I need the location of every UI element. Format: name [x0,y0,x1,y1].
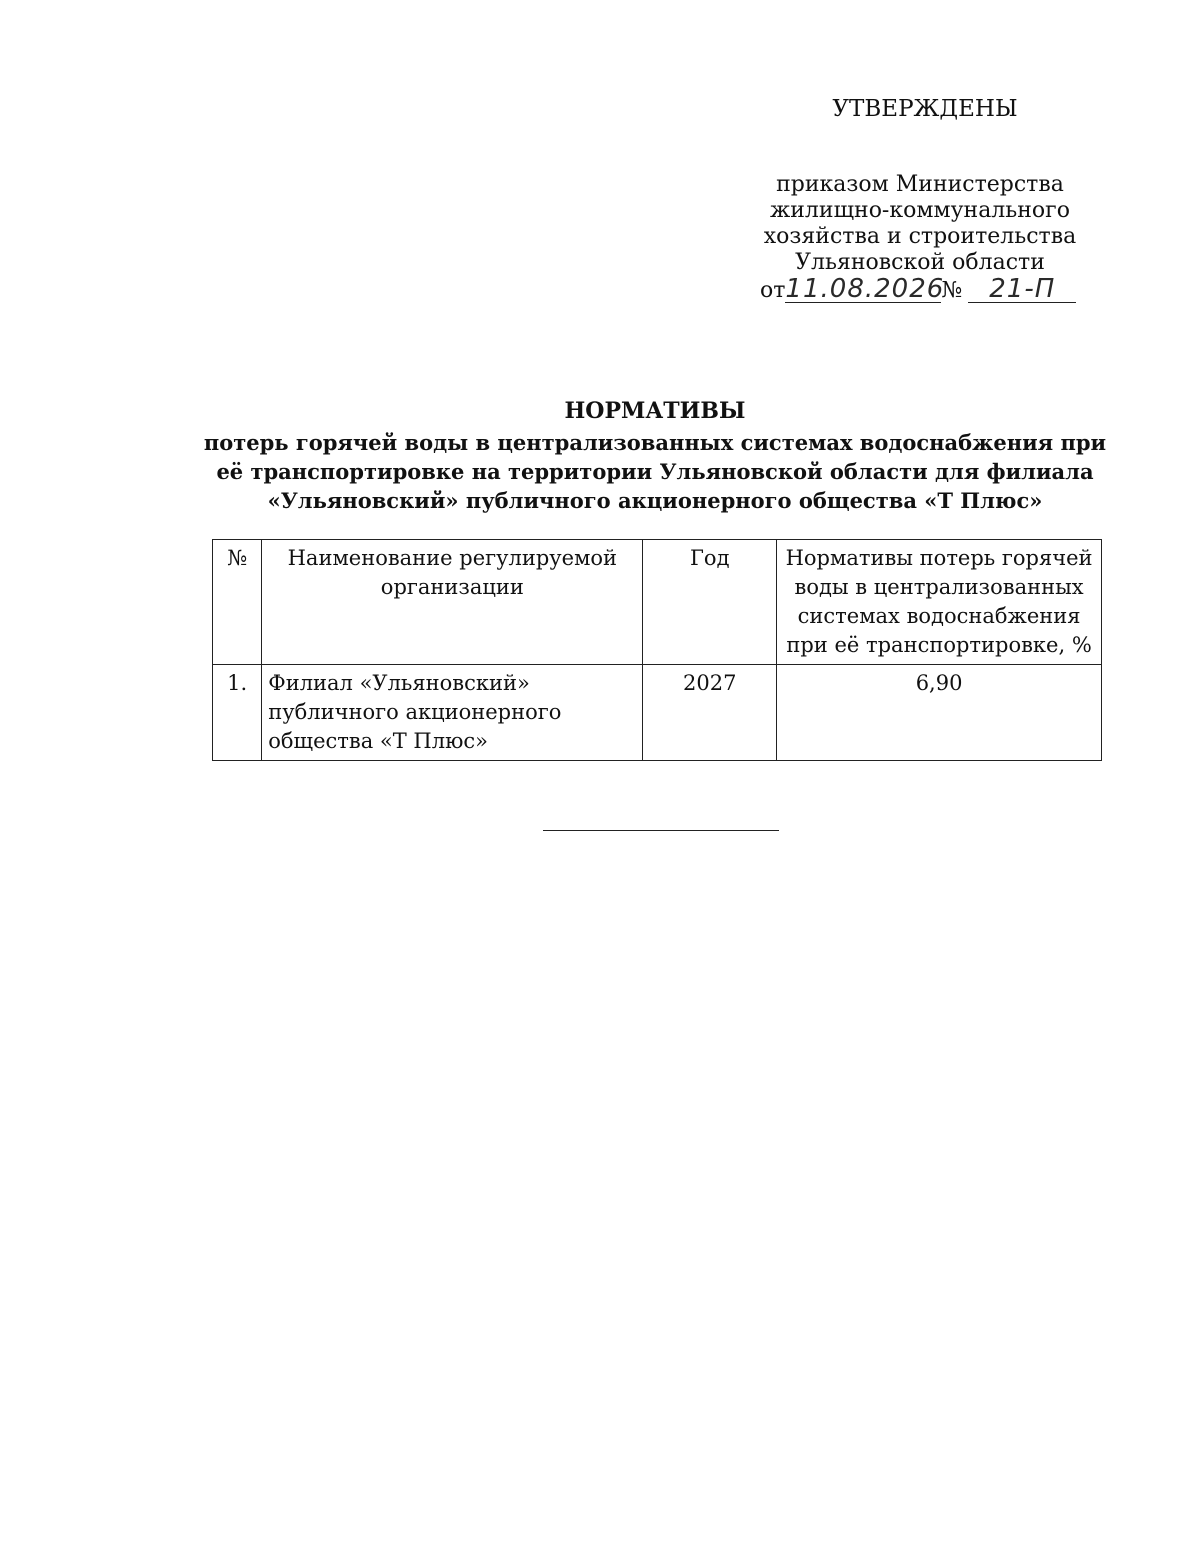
handwritten-number: 21-П [968,276,1076,303]
handwritten-date: 11.08.2026 [785,274,945,304]
subtitle-line-2: её транспортировке на территории Ульяновской области для филиала [216,459,1094,484]
table-row [213,665,1102,761]
table-header-row [213,540,1102,665]
norms-table [212,539,1102,761]
cell-num: 1. [213,665,262,761]
order-line-4: Ульяновской области [795,250,1045,275]
header-value: Нормативы потерь горячей воды в централизованных системах водоснабжения при её транспортировке, % [777,540,1102,665]
subtitle-line-3: «Ульяновский» публичного акционерного общества «Т Плюс» [267,488,1043,513]
approval-block [740,96,1100,276]
cell-year: 2027 [643,665,777,761]
date-prefix: от [760,278,786,303]
approved-title: УТВЕРЖДЕНЫ [832,96,1018,122]
cell-name: Филиал «Ульяновский» публичного акционерного общества «Т Плюс» [262,665,643,761]
end-divider [543,830,779,831]
order-line-2: жилищно-коммунального [770,198,1070,223]
header-name: Наименование регулируемой организации [262,540,643,665]
order-line-1: приказом Министерства [776,172,1064,197]
header-num: № [213,540,262,665]
document-title: НОРМАТИВЫ [564,398,746,424]
order-date-line [760,276,1076,303]
header-year: Год [643,540,777,665]
order-line-3: хозяйства и строительства [763,224,1077,249]
subtitle-line-1: потерь горячей воды в централизованных системах водоснабжения при [203,430,1107,455]
number-label: № [941,278,963,303]
document-subtitle [200,428,1110,515]
cell-value: 6,90 [777,665,1102,761]
